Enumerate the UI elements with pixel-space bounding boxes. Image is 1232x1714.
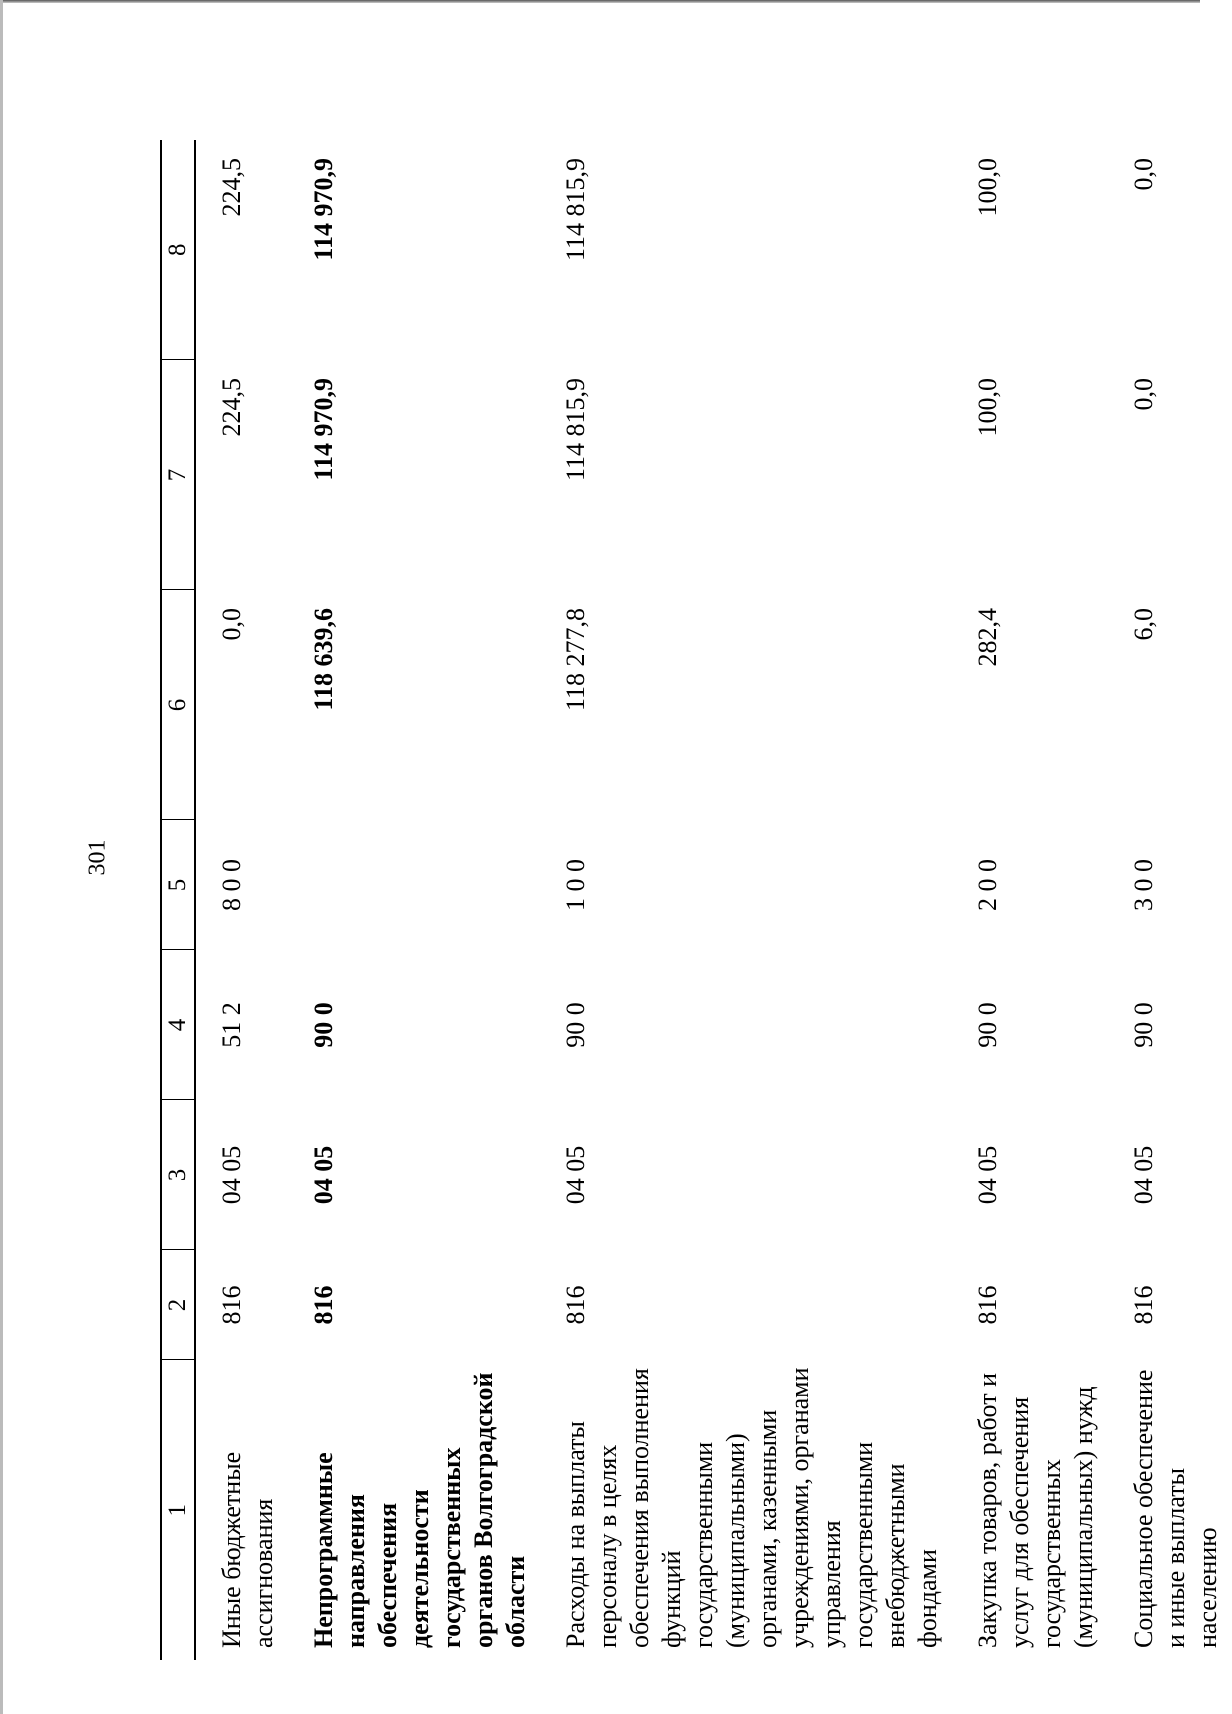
row-type: 8 0 0 (217, 859, 246, 911)
row-code: 816 (973, 1285, 1002, 1325)
table-row (1108, 140, 1232, 1660)
column-header: 4 (161, 950, 195, 1100)
row-name: Расходы на выплаты персоналу в целях обеспечения выполнения функций государственными (муниципальными) органами, казенными учреждениями, органами управления государственными внебюджетными фондами (561, 1367, 942, 1648)
row-type: 2 0 0 (973, 859, 1002, 911)
column-header: 6 (161, 590, 195, 820)
row-amount-7: 0,0 (1129, 378, 1158, 411)
row-type: 1 0 0 (561, 859, 590, 911)
row-section: 04 05 (217, 1145, 246, 1205)
column-header: 1 (161, 1360, 195, 1660)
row-amount-7: 100,0 (973, 378, 1002, 437)
row-amount-7: 114 970,9 (309, 378, 338, 481)
row-amount-8: 224,5 (217, 158, 246, 217)
row-target: 90 0 (561, 1002, 590, 1048)
row-type: 3 0 0 (1129, 859, 1158, 911)
row-amount-8: 114 815,9 (561, 158, 590, 262)
column-header: 5 (161, 820, 195, 950)
row-amount-8: 100,0 (973, 158, 1002, 217)
rotated-table-sheet (160, 140, 1222, 1660)
row-target: 90 0 (1129, 1002, 1158, 1048)
row-section: 04 05 (1129, 1145, 1158, 1205)
budget-table (160, 140, 1232, 1660)
row-amount-6: 0,0 (217, 608, 246, 641)
scan-edge-top (0, 0, 1200, 3)
row-name: Непрограммные направления обеспечения деятельности государственных органов Волгоградской области (309, 1372, 530, 1648)
row-amount-7: 224,5 (217, 378, 246, 437)
row-target: 90 0 (309, 1002, 338, 1048)
row-amount-7: 114 815,9 (561, 378, 590, 482)
column-header: 3 (161, 1100, 195, 1250)
row-target: 90 0 (973, 1002, 1002, 1048)
table-row (952, 140, 1108, 1660)
row-code: 816 (1129, 1285, 1158, 1325)
row-name: Социальное обеспечение и иные выплаты населению (1129, 1369, 1222, 1648)
row-amount-8: 0,0 (1129, 158, 1158, 191)
row-name: Иные бюджетные ассигнования (217, 1451, 278, 1648)
table-row (540, 140, 952, 1660)
column-header: 7 (161, 360, 195, 590)
row-amount-6: 282,4 (973, 608, 1002, 667)
header-row (161, 140, 195, 1660)
row-amount-6: 118 277,8 (561, 608, 590, 712)
row-target: 51 2 (217, 1002, 246, 1048)
scan-edge-left (0, 0, 3, 1714)
column-header: 2 (161, 1250, 195, 1360)
column-header: 8 (161, 140, 195, 360)
row-code: 816 (561, 1285, 590, 1325)
row-amount-6: 118 639,6 (309, 608, 338, 711)
row-code: 816 (217, 1285, 246, 1325)
row-code: 816 (309, 1285, 338, 1325)
row-amount-6: 6,0 (1129, 608, 1158, 641)
row-section: 04 05 (309, 1145, 338, 1205)
row-section: 04 05 (561, 1145, 590, 1205)
table-row (288, 140, 540, 1660)
row-section: 04 05 (973, 1145, 1002, 1205)
row-type (288, 820, 540, 950)
row-name: Закупка товаров, работ и услуг для обеспечения государственных (муниципальных) нужд (973, 1373, 1098, 1648)
page-number: 301 (84, 839, 111, 876)
row-amount-8: 114 970,9 (309, 158, 338, 261)
table-row (195, 140, 288, 1660)
